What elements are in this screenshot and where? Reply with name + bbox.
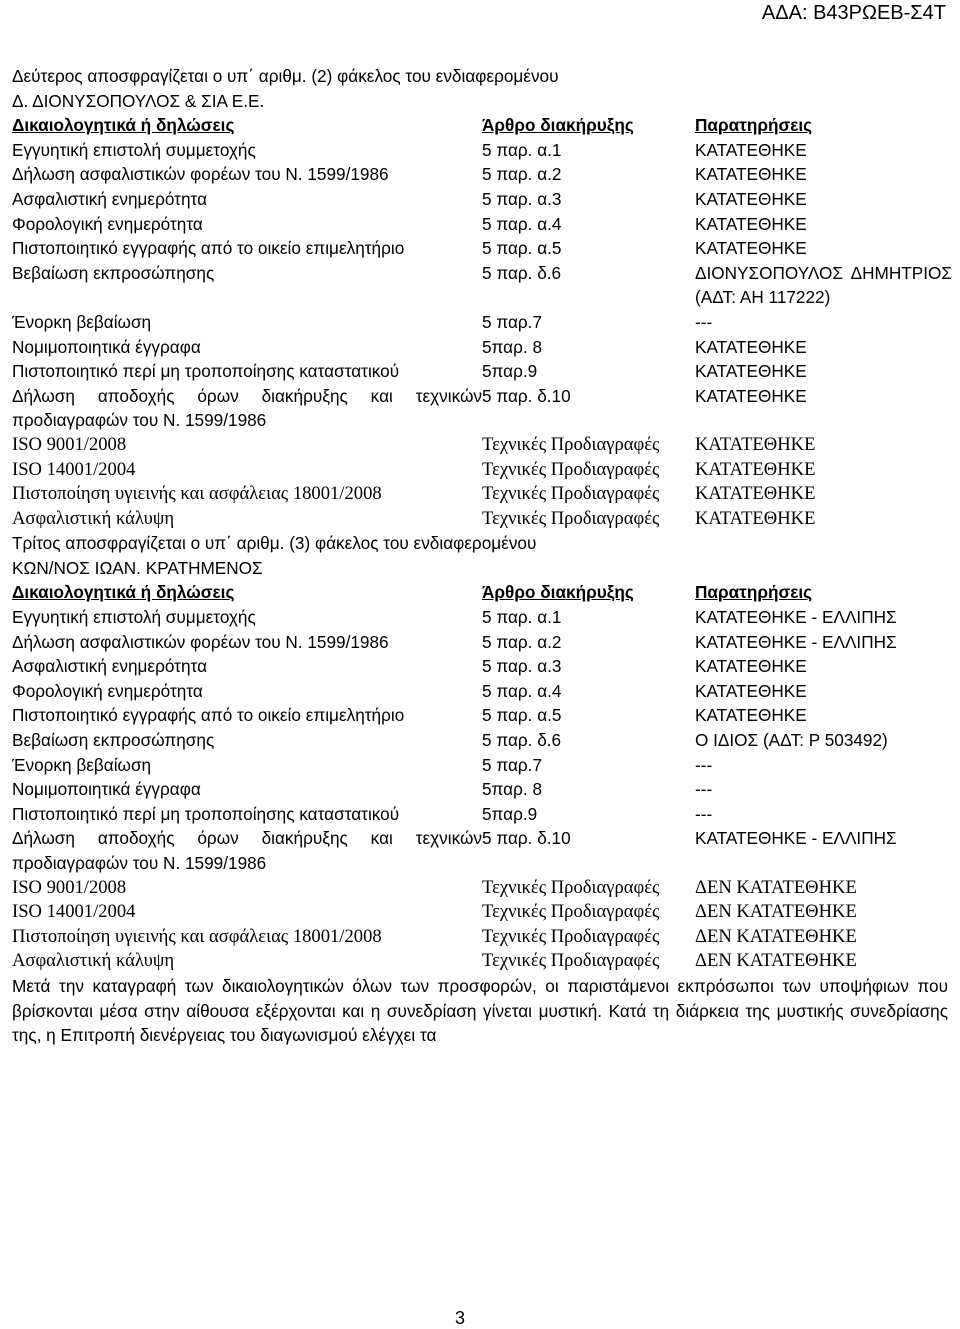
table-cell: Νομιμοποιητικά έγγραφα — [12, 779, 201, 800]
table-row — [12, 925, 952, 950]
table-cell: Εγγυητική επιστολή συμμετοχής — [12, 607, 256, 628]
table-cell: Εγγυητική επιστολή συμμετοχής — [12, 139, 256, 160]
table-row — [12, 261, 952, 310]
column-header: Παρατηρήσεις — [695, 115, 813, 136]
table-cell: Τεχνικές Προδιαγραφές — [482, 950, 660, 972]
table-cell: 5παρ. 8 — [482, 779, 542, 800]
section3-table — [12, 580, 952, 974]
table-row — [12, 728, 952, 753]
table-row — [12, 384, 952, 433]
table-cell: Δήλωση αποδοχής όρων διακήρυξης και τεχνικών προδιαγραφών του Ν. 1599/1986 — [12, 828, 482, 873]
table-row — [12, 236, 952, 261]
table-cell: ΚΑΤΑΤΕΘΗΚΕ — [695, 385, 807, 406]
table-cell: Πιστοποιητικό περί μη τροποποίησης καταστατικού — [12, 803, 400, 824]
table-row — [12, 679, 952, 704]
table-cell: ΚΑΤΑΤΕΘΗΚΕ — [695, 139, 807, 160]
column-header: Παρατηρήσεις — [695, 582, 813, 603]
table-row — [12, 777, 952, 802]
table-cell: 5παρ. 8 — [482, 336, 542, 357]
table-row — [12, 138, 952, 163]
table-cell: --- — [695, 754, 713, 775]
table-cell: Τεχνικές Προδιαγραφές — [482, 925, 660, 947]
table-cell: ΚΑΤΑΤΕΘΗΚΕ - ΕΛΛΙΠΗΣ — [695, 828, 897, 849]
table-cell: ΚΑΤΑΤΕΘΗΚΕ — [695, 483, 816, 505]
table-row — [12, 458, 952, 483]
table-cell: 5παρ.9 — [482, 361, 538, 382]
table-cell: Τεχνικές Προδιαγραφές — [482, 901, 660, 923]
table-cell: Ασφαλιστική ενημερότητα — [12, 188, 208, 209]
table-cell: ΚΑΤΑΤΕΘΗΚΕ — [695, 164, 807, 185]
document-body — [12, 64, 952, 1048]
table-cell: Βεβαίωση εκπροσώπησης — [12, 730, 215, 751]
table-cell: Τεχνικές Προδιαγραφές — [482, 876, 660, 898]
table-header-row — [12, 580, 952, 605]
table-header-row — [12, 113, 952, 138]
table-cell: 5 παρ. α.1 — [482, 139, 562, 160]
table-cell: Τεχνικές Προδιαγραφές — [482, 483, 660, 505]
table-row — [12, 654, 952, 679]
table-row — [12, 630, 952, 655]
table-cell: Ασφαλιστική ενημερότητα — [12, 656, 208, 677]
table-cell: 5 παρ. α.3 — [482, 656, 562, 677]
table-cell: ISO 9001/2008 — [12, 876, 127, 898]
table-row — [12, 949, 952, 974]
table-cell: ISO 14001/2004 — [12, 901, 136, 923]
table-cell: Τεχνικές Προδιαγραφές — [482, 458, 660, 480]
table-cell: Ασφαλιστική κάλυψη — [12, 507, 175, 529]
table-cell: 5 παρ. α.5 — [482, 705, 562, 726]
table-cell: Πιστοποιητικό εγγραφής από το οικείο επιμελητήριο — [12, 238, 405, 259]
table-row — [12, 335, 952, 360]
section2-intro-line1: Δεύτερος αποσφραγίζεται ο υπ΄ αριθμ. (2) φάκελος του ενδιαφερομένου — [12, 66, 559, 86]
table-cell: 5 παρ. δ.10 — [482, 828, 571, 849]
table-cell: 5 παρ. α.2 — [482, 631, 562, 652]
table-row — [12, 162, 952, 187]
table-cell: Τεχνικές Προδιαγραφές — [482, 433, 660, 455]
column-header: Δικαιολογητικά ή δηλώσεις — [12, 115, 235, 136]
table-row — [12, 482, 952, 507]
table-cell: --- — [695, 311, 713, 332]
table-cell: Δήλωση ασφαλιστικών φορέων του Ν. 1599/1986 — [12, 164, 389, 185]
table-cell: --- — [695, 779, 713, 800]
table-row — [12, 703, 952, 728]
table-cell: Ένορκη βεβαίωση — [12, 311, 152, 332]
column-header: Άρθρο διακήρυξης — [482, 115, 634, 136]
table-cell: 5 παρ. α.4 — [482, 680, 562, 701]
table-cell: Φορολογική ενημερότητα — [12, 213, 203, 234]
table-cell: 5 παρ. α.2 — [482, 164, 562, 185]
table-row — [12, 310, 952, 335]
table-cell: ΚΑΤΑΤΕΘΗΚΕ — [695, 361, 807, 382]
table-cell: 5 παρ. α.1 — [482, 607, 562, 628]
table-cell: Βεβαίωση εκπροσώπησης — [12, 262, 215, 283]
section3-intro-line1: Τρίτος αποσφραγίζεται ο υπ΄ αριθμ. (3) φάκελος του ενδιαφερομένου — [12, 533, 537, 554]
table-cell: Ασφαλιστική κάλυψη — [12, 950, 175, 972]
table-row — [12, 826, 952, 875]
table-cell: ΚΑΤΑΤΕΘΗΚΕ — [695, 656, 807, 677]
table-row — [12, 753, 952, 778]
table-cell: Φορολογική ενημερότητα — [12, 680, 203, 701]
table-cell: ΚΑΤΑΤΕΘΗΚΕ — [695, 433, 816, 455]
table-cell: ΚΑΤΑΤΕΘΗΚΕ - ΕΛΛΙΠΗΣ — [695, 631, 897, 652]
table-cell: ΚΑΤΑΤΕΘΗΚΕ — [695, 680, 807, 701]
table-cell: Πιστοποιητικό περί μη τροποποίησης καταστατικού — [12, 361, 400, 382]
table-row — [12, 212, 952, 237]
table-row — [12, 433, 952, 458]
table-row — [12, 900, 952, 925]
table-cell: --- — [695, 803, 713, 824]
ada-code: ΑΔΑ: Β43ΡΩΕΒ-Σ4Τ — [761, 2, 946, 24]
table-cell: Νομιμοποιητικά έγγραφα — [12, 336, 201, 357]
table-row — [12, 605, 952, 630]
table-cell: ΚΑΤΑΤΕΘΗΚΕ — [695, 213, 807, 234]
table-cell: ΔΕΝ ΚΑΤΑΤΕΘΗΚΕ — [695, 925, 857, 947]
table-cell: Δήλωση αποδοχής όρων διακήρυξης και τεχνικών προδιαγραφών του Ν. 1599/1986 — [12, 385, 482, 431]
table-cell: Ένορκη βεβαίωση — [12, 754, 152, 775]
table-cell: Πιστοποίηση υγιεινής και ασφάλειας 18001/2008 — [12, 483, 382, 505]
table-cell: ΚΑΤΑΤΕΘΗΚΕ — [695, 507, 816, 529]
table-cell: Ο ΙΔΙΟΣ (ΑΔΤ: Ρ 503492) — [695, 730, 888, 751]
section2-table — [12, 113, 952, 531]
table-cell: 5 παρ. δ.6 — [482, 262, 562, 283]
table-row — [12, 359, 952, 384]
section2-intro-line2: Δ. ΔΙΟΝΥΣΟΠΟΥΛΟΣ & ΣΙΑ Ε.Ε. — [12, 90, 265, 111]
page-number: 3 — [454, 1308, 465, 1328]
table-cell: 5 παρ. δ.6 — [482, 730, 562, 751]
table-cell: ΚΑΤΑΤΕΘΗΚΕ — [695, 705, 807, 726]
table-cell: ISO 9001/2008 — [12, 433, 127, 455]
table-cell: ΚΑΤΑΤΕΘΗΚΕ — [695, 238, 807, 259]
table-cell: ΔΙΟΝΥΣΟΠΟΥΛΟΣ ΔΗΜΗΤΡΙΟΣ (ΑΔΤ: ΑΗ 117222) — [695, 262, 952, 308]
table-row — [12, 507, 952, 532]
table-cell: Τεχνικές Προδιαγραφές — [482, 507, 660, 529]
table-cell: 5παρ.9 — [482, 803, 538, 824]
table-row — [12, 187, 952, 212]
table-cell: ΚΑΤΑΤΕΘΗΚΕ - ΕΛΛΙΠΗΣ — [695, 607, 897, 628]
section3-intro-line2: ΚΩΝ/ΝΟΣ ΙΩΑΝ. ΚΡΑΤΗΜΕΝΟΣ — [12, 557, 263, 578]
table-cell: ΚΑΤΑΤΕΘΗΚΕ — [695, 458, 816, 480]
table-cell: 5 παρ. α.3 — [482, 188, 562, 209]
table-cell: Πιστοποιητικό εγγραφής από το οικείο επιμελητήριο — [12, 705, 405, 726]
table-cell: ISO 14001/2004 — [12, 458, 136, 480]
table-cell: ΚΑΤΑΤΕΘΗΚΕ — [695, 188, 807, 209]
column-header: Δικαιολογητικά ή δηλώσεις — [12, 582, 235, 603]
closing-paragraph: Μετά την καταγραφή των δικαιολογητικών όλων των προσφορών, οι παριστάμενοι εκπρόσωποι των υποψήφιων που βρίσκονται μέσα στην αίθουσα εξέρχονται και η συνεδρίαση γίνεται μυστική. Κατά τη διάρκεια της μυστικής συνεδρίασης της, η Επιτροπή διενέργειας του διαγωνισμού ελέγχει τα — [12, 975, 948, 1046]
table-cell: Δήλωση ασφαλιστικών φορέων του Ν. 1599/1986 — [12, 631, 389, 652]
column-header: Άρθρο διακήρυξης — [482, 582, 634, 603]
table-cell: Πιστοποίηση υγιεινής και ασφάλειας 18001/2008 — [12, 925, 382, 947]
table-row — [12, 802, 952, 827]
table-cell: ΔΕΝ ΚΑΤΑΤΕΘΗΚΕ — [695, 950, 857, 972]
table-cell: ΚΑΤΑΤΕΘΗΚΕ — [695, 336, 807, 357]
table-cell: 5 παρ.7 — [482, 754, 542, 775]
table-cell: 5 παρ. δ.10 — [482, 385, 571, 406]
table-cell: ΔΕΝ ΚΑΤΑΤΕΘΗΚΕ — [695, 876, 857, 898]
table-cell: 5 παρ. α.4 — [482, 213, 562, 234]
table-cell: ΔΕΝ ΚΑΤΑΤΕΘΗΚΕ — [695, 901, 857, 923]
table-cell: 5 παρ.7 — [482, 311, 542, 332]
table-row — [12, 876, 952, 901]
table-cell: 5 παρ. α.5 — [482, 238, 562, 259]
